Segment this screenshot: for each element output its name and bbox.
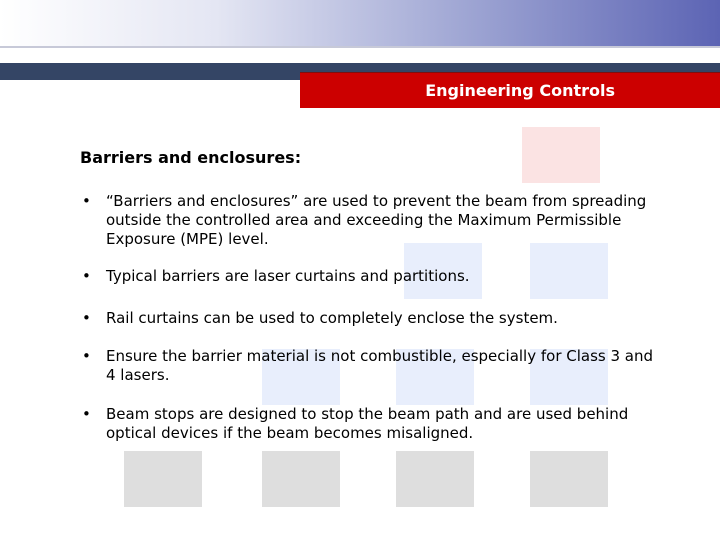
- bullet-marker: •: [82, 309, 91, 327]
- slide-title: Engineering Controls: [425, 81, 615, 100]
- decorative-square: [396, 451, 474, 507]
- decorative-square: [262, 451, 340, 507]
- bullet-text: Typical barriers are laser curtains and partitions.: [106, 267, 470, 285]
- decorative-square: [124, 451, 202, 507]
- bullet-marker: •: [82, 192, 91, 210]
- bullet-text: Ensure the barrier material is not combustible, especially for Class 3 and 4 lasers.: [106, 347, 654, 384]
- decorative-square: [530, 451, 608, 507]
- bullet-text: Rail curtains can be used to completely enclose the system.: [106, 309, 558, 327]
- bullet-marker: •: [82, 405, 91, 423]
- decorative-square: [522, 127, 600, 183]
- bullet-marker: •: [82, 347, 91, 365]
- bullet-marker: •: [82, 267, 91, 285]
- header-rule: [0, 46, 720, 48]
- bullet-text: Beam stops are designed to stop the beam path and are used behind optical devices if the beam becomes misaligned.: [106, 405, 629, 442]
- header-gradient-band: [0, 0, 720, 48]
- section-heading: Barriers and enclosures:: [80, 148, 302, 167]
- title-bar: [300, 72, 720, 108]
- bullet-text: “Barriers and enclosures” are used to prevent the beam from spreading outside the controlled area and exceeding the Maximum Permissible Exposure (MPE) level.: [106, 192, 647, 248]
